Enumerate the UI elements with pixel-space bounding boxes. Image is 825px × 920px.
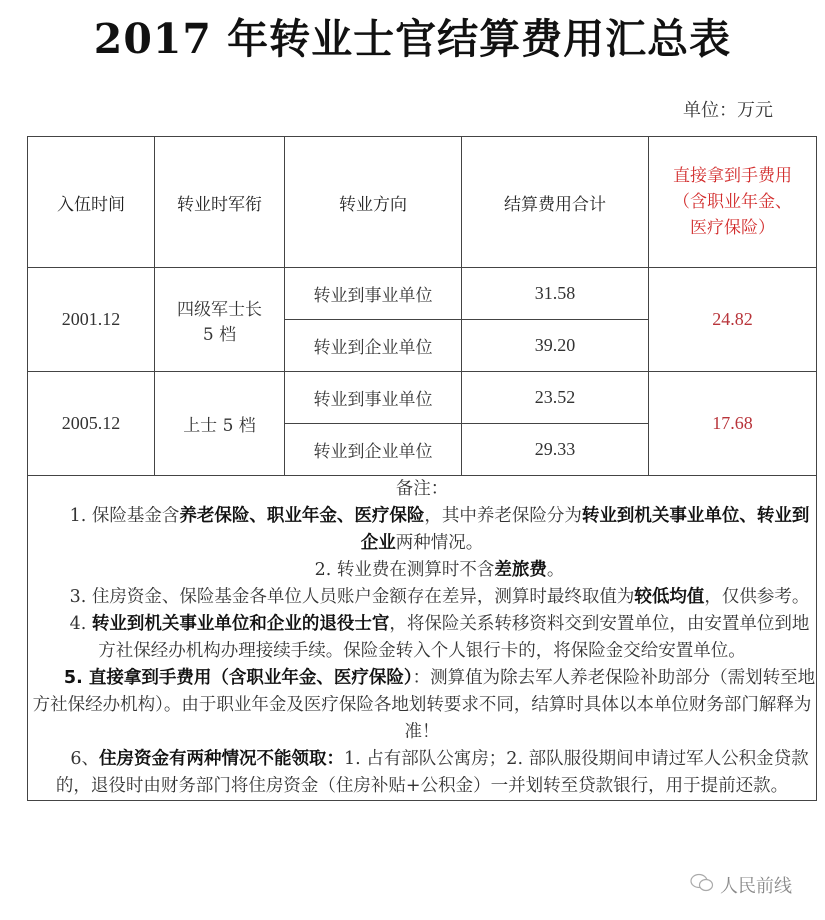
rank-line-2: 5 档: [202, 324, 237, 345]
watermark-text: 人民前线: [720, 876, 792, 897]
enlist-date-cell: 2005.12: [28, 372, 155, 476]
total-cell: 31.58: [462, 268, 649, 320]
header-rank: 转业时军衔: [155, 137, 285, 268]
table-row: [28, 268, 817, 320]
table-header-row: [28, 137, 817, 268]
direct-amount-cell: 24.82: [649, 268, 817, 372]
notes-heading: 备注：: [395, 479, 449, 499]
header-direction: 转业方向: [285, 137, 462, 268]
unit-label: 单位：万元: [683, 100, 773, 121]
watermark: [690, 872, 792, 898]
header-direct-line-2: （含职业年金、: [673, 192, 792, 212]
notes-row: [28, 476, 817, 801]
settlement-table: [27, 136, 817, 801]
document-title: 2017 年转业士官结算费用汇总表: [93, 15, 732, 63]
rank-cell: [155, 268, 285, 372]
total-cell: 23.52: [462, 372, 649, 424]
direction-cell: 转业到企业单位: [285, 424, 462, 476]
enlist-date-cell: 2001.12: [28, 268, 155, 372]
note-6: 6、住房资金有两种情况不能领取：1. 占有部队公寓房；2. 部队服役期间申请过军人公积金贷款的，退役时由财务部门将住房资金（住房补贴+公积金）一并划转至贷款银行，用于提前还款。: [55, 749, 809, 796]
header-enlist-date: 入伍时间: [28, 137, 155, 268]
table-row: [28, 372, 817, 424]
note-1: 1. 保险基金含养老保险、职业年金、医疗保险，其中养老保险分为转业到机关事业单位、转业到企业两种情况。: [69, 506, 810, 553]
rank-line-1: 四级军士长: [177, 299, 262, 320]
total-cell: 39.20: [462, 320, 649, 372]
header-direct-line-1: 直接拿到手费用: [673, 166, 792, 186]
header-direct-amount: [649, 137, 817, 268]
note-4: 4. 转业到机关事业单位和企业的退役士官，将保险关系转移资料交到安置单位，由安置单位到地方社保经办机构办理接续手续。保险金转入个人银行卡的，将保险金交给安置单位。: [69, 614, 810, 661]
direct-amount-cell: 17.68: [649, 372, 817, 476]
total-cell: 29.33: [462, 424, 649, 476]
note-2: 2. 转业费在测算时不含差旅费。: [314, 560, 565, 580]
wechat-icon: [690, 873, 714, 898]
header-total: 结算费用合计: [462, 137, 649, 268]
header-direct-line-3: 医疗保险）: [690, 218, 775, 238]
direction-cell: 转业到事业单位: [285, 372, 462, 424]
note-5: 5. 直接拿到手费用（含职业年金、医疗保险）：测算值为除去军人养老保险补助部分（需划转至地方社保经办机构）。由于职业年金及医疗保险各地划转要求不同，结算时具体以本单位财务部门解释为准！: [32, 668, 816, 742]
notes-section: [28, 476, 817, 801]
direction-cell: 转业到企业单位: [285, 320, 462, 372]
note-3: 3. 住房资金、保险基金各单位人员账户金额存在差异，测算时最终取值为较低均值，仅供参考。: [69, 587, 810, 607]
direction-cell: 转业到事业单位: [285, 268, 462, 320]
rank-cell: 上士 5 档: [155, 372, 285, 476]
